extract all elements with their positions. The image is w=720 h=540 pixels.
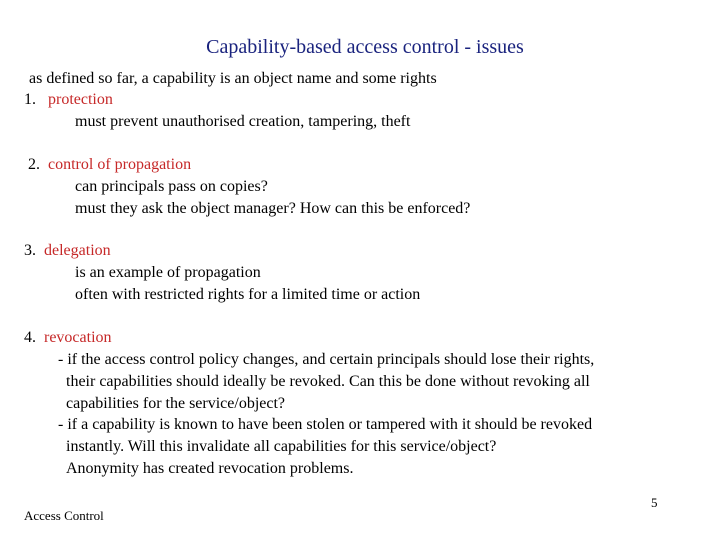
section-4-line-4: - if a capability is known to have been stolen or tampered with it should be revoked xyxy=(58,416,593,433)
section-4-line-6: Anonymity has created revocation problems. xyxy=(66,460,354,477)
section-3-heading xyxy=(24,241,111,261)
section-4-number: 4. xyxy=(24,329,36,346)
section-1-title: protection xyxy=(48,91,113,108)
section-2-number: 2. xyxy=(28,156,40,173)
section-3-number: 3. xyxy=(24,242,36,259)
section-4-line-1: - if the access control policy changes, and certain principals should lose their rights, xyxy=(58,351,595,368)
section-3-line-2: often with restricted rights for a limited time or action xyxy=(75,286,421,303)
section-4-title: revocation xyxy=(44,329,112,346)
section-4-heading xyxy=(24,328,112,348)
slide-title: Capability-based access control - issues xyxy=(206,36,524,58)
section-1-line-1: must prevent unauthorised creation, tampering, theft xyxy=(75,113,411,130)
section-2-line-1: can principals pass on copies? xyxy=(75,178,268,195)
section-1-heading xyxy=(24,90,113,110)
section-4-line-5: instantly. Will this invalidate all capabilities for this service/object? xyxy=(66,438,497,455)
section-1-number: 1. xyxy=(24,91,36,108)
footer-label: Access Control xyxy=(24,508,104,523)
section-2-title: control of propagation xyxy=(48,156,192,173)
section-3-line-1: is an example of propagation xyxy=(75,264,261,281)
section-2-heading xyxy=(28,155,191,175)
section-4-line-3: capabilities for the service/object? xyxy=(66,395,286,412)
intro-text: as defined so far, a capability is an object name and some rights xyxy=(29,70,437,87)
section-3-title: delegation xyxy=(44,242,111,259)
section-4-line-2: their capabilities should ideally be revoked. Can this be done without revoking all xyxy=(66,373,590,390)
section-2-line-2: must they ask the object manager? How can this be enforced? xyxy=(75,200,471,217)
page-number: 5 xyxy=(651,495,658,510)
